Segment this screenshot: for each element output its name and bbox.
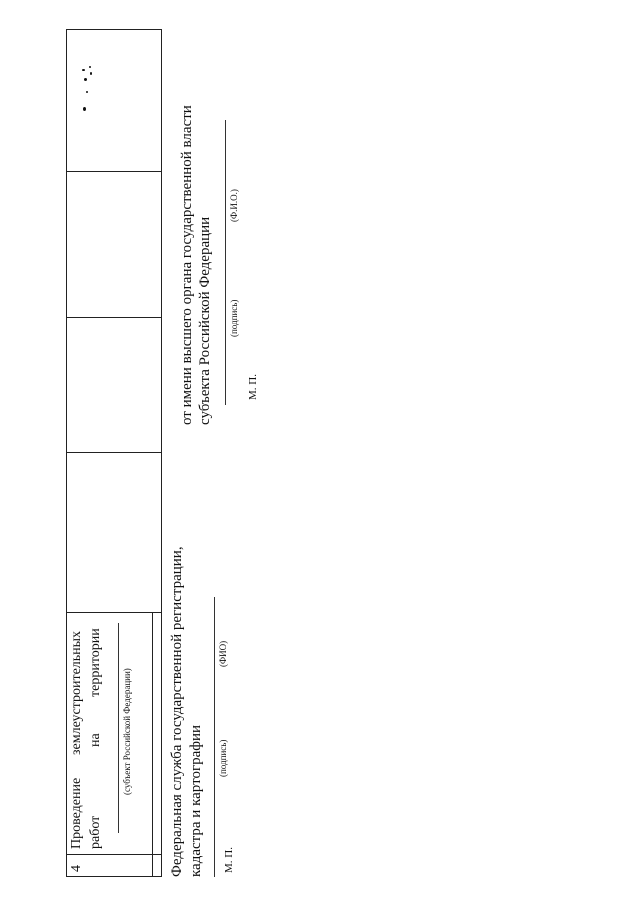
table-col-line-3	[66, 452, 161, 453]
table-line-top	[66, 29, 67, 877]
scan-speck	[90, 72, 92, 75]
work-description-word-5: территории	[88, 628, 103, 697]
scan-artifact-marks	[82, 55, 122, 115]
left-org-line-2: кадастра и картографии	[188, 724, 204, 877]
scan-speck	[82, 69, 85, 71]
right-org-line-2: субъекта Российской Федерации	[197, 216, 213, 425]
table-line-inner	[152, 855, 153, 877]
table-col-line-1	[66, 854, 161, 855]
scan-speck	[89, 66, 91, 68]
right-org-line-1: от имени высшего органа государственной власти	[179, 105, 195, 425]
right-name-caption: (Ф.И.О.)	[229, 189, 239, 222]
left-org-line-1: Федеральная служба государственной регистрации,	[169, 546, 185, 877]
work-description-word-4: на	[88, 733, 103, 747]
left-name-caption: (ФИО)	[218, 640, 228, 667]
right-signature-caption: (подпись)	[229, 299, 239, 337]
left-signature-line	[214, 597, 215, 877]
table-line-bottom	[161, 29, 162, 877]
table-col-line-0	[66, 876, 161, 877]
table-col-line-6	[66, 29, 161, 30]
right-signature-line	[225, 120, 226, 405]
table-col-line-5	[66, 171, 161, 172]
row-number: 4	[69, 865, 84, 872]
scan-speck	[84, 78, 87, 81]
left-stamp-mark: М. П.	[223, 847, 235, 873]
scan-speck	[86, 91, 88, 93]
table-line-inner-2	[152, 613, 153, 855]
subject-underline	[118, 623, 119, 833]
work-description-word-2: землеустроительных	[69, 630, 84, 755]
left-signature-caption: (подпись)	[218, 739, 228, 777]
work-description-word-3: работ	[88, 815, 103, 849]
right-stamp-mark: М. П.	[247, 374, 259, 400]
scan-speck	[83, 107, 86, 111]
table-col-line-2	[66, 612, 161, 613]
work-description-word-1: Проведение	[69, 777, 84, 849]
table-col-line-4	[66, 317, 161, 318]
subject-caption: (субъект Российской Федерации)	[122, 668, 132, 795]
